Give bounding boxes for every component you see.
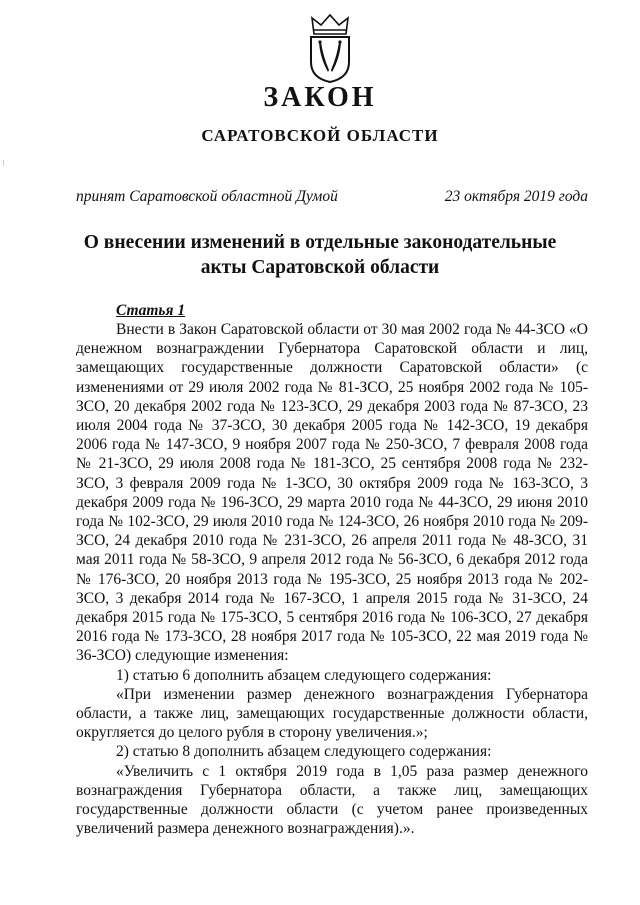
article-heading: Статья 1	[116, 302, 186, 319]
paragraph-item-1: 1) статью 6 дополнить абзацем следующего содержания:	[116, 666, 492, 684]
document-title	[0, 230, 640, 280]
adopted-by: принят Саратовской областной Думой	[76, 188, 338, 205]
paragraph-amendments: Внести в Закон Саратовской области от 30 мая 2002 года № 44-ЗСО «О денежном вознаграждении Губернатора Саратовской области и лиц, замещающих государственные должности Саратовской области» (с изменениями от 29 июля 2002 года № 81-ЗСО, 25 ноября 2002 года № 105-ЗСО, 20 декабря 2002 года № 123-ЗСО, 29 декабря 2003 года № 87-ЗСО, 23 июля 2004 года № 37-ЗСО, 30 декабря 2005 года № 142-ЗСО, 19 декабря 2006 года № 147-ЗСО, 9 ноября 2007 года № 250-ЗСО, 7 февраля 2008 года № 21-ЗСО, 29 июля 2008 года № 181-ЗСО, 25 сентября 2008 года № 232-ЗСО, 3 февраля 2009 года № 1-ЗСО, 30 октября 2009 года № 163-ЗСО, 3 декабря 2009 года № 196-ЗСО, 29 марта 2010 года № 44-ЗСО, 29 июня 2010 года № 102-ЗСО, 29 июля 2010 года № 124-ЗСО, 26 ноября 2010 года № 209-ЗСО, 24 декабря 2010 года № 231-ЗСО, 26 апреля 2011 года № 48-ЗСО, 31 мая 2011 года № 58-ЗСО, 9 апреля 2012 года № 56-ЗСО, 6 декабря 2012 года № 176-ЗСО, 20 ноября 2013 года № 195-ЗСО, 25 ноября 2013 года № 202-ЗСО, 3 декабря 2014 года № 167-ЗСО, 1 апреля 2015 года № 31-ЗСО, 24 декабря 2015 года № 175-ЗСО, 5 сентября 2016 года № 106-ЗСО, 27 декабря 2016 года № 173-ЗСО, 28 ноября 2017 года № 105-ЗСО, 22 мая 2019 года № 36-ЗСО) следующие изменения:	[76, 321, 588, 665]
margin-mark	[3, 160, 4, 166]
adoption-line	[76, 188, 588, 206]
article-body	[76, 320, 588, 838]
law-title: ЗАКОН	[263, 82, 377, 113]
paragraph-item-2: 2) статью 8 дополнить абзацем следующего содержания:	[116, 743, 492, 761]
adoption-date: 23 октября 2019 года	[444, 188, 588, 205]
paragraph-item-2-text: «Увеличить с 1 октября 2019 года в 1,05 раза размер денежного вознаграждения Губернатора области, а также лиц, замещающих государственные должности области (с учетом ранее произведенных увеличений размера денежного вознаграждения).».	[76, 762, 588, 838]
law-region: САРАТОВСКОЙ ОБЛАСТИ	[201, 126, 439, 145]
document-title-line-2: акты Саратовской области	[200, 257, 440, 278]
document-title-line-1: О внесении изменений в отдельные законодательные	[83, 232, 557, 253]
paragraph-item-1-text: «При изменении размер денежного вознаграждения Губернатора области, а также лиц, замещающих государственные должности области, округляется до целого рубля в сторону увеличения.»;	[76, 685, 588, 742]
saratov-coat-of-arms-icon	[304, 12, 356, 84]
